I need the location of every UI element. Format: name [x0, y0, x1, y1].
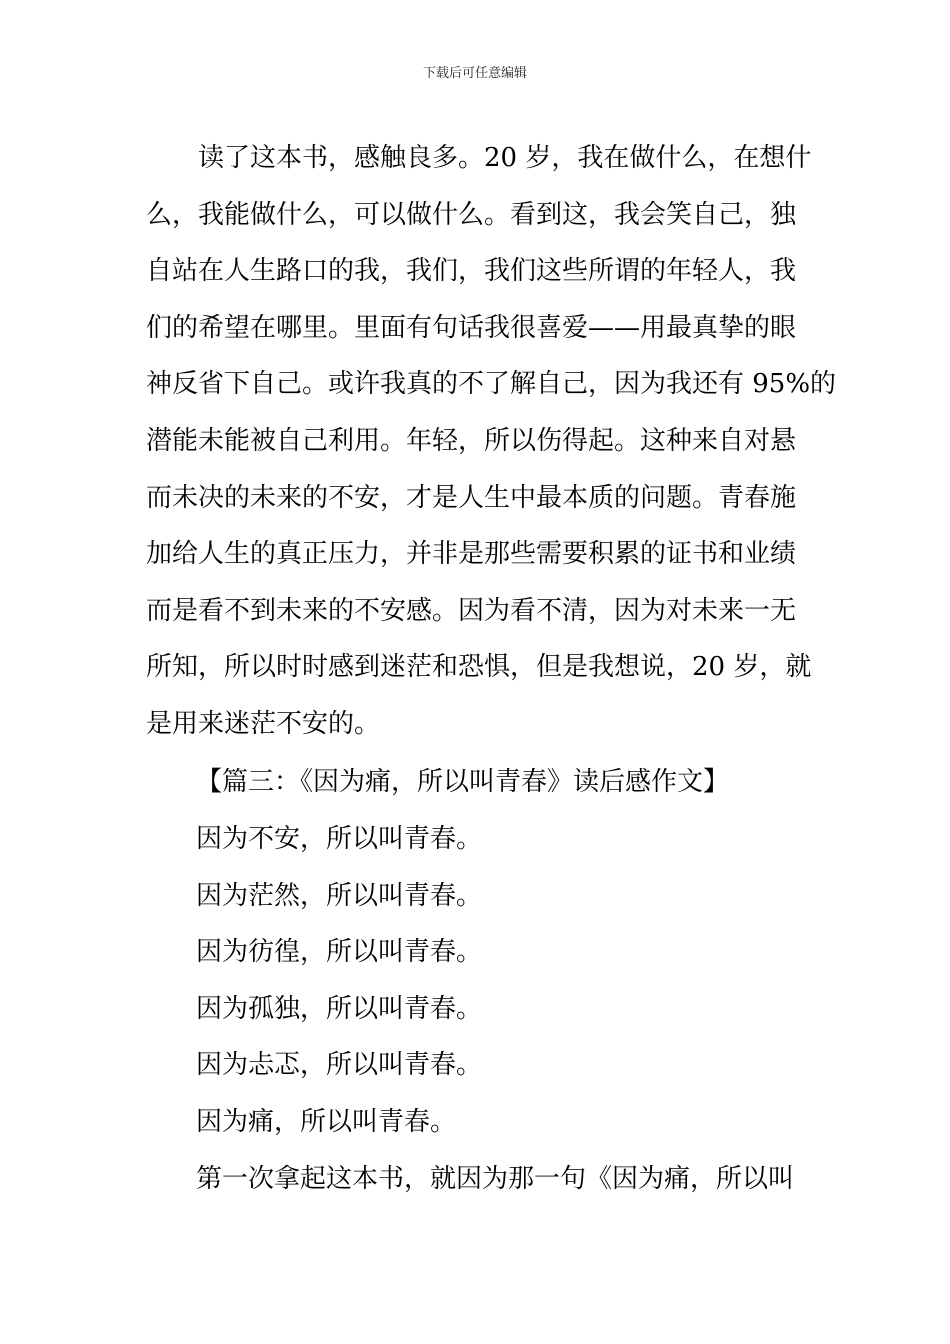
- intro-paragraph-line: 所知，所以时时感到迷茫和恐惧，但是我想说，20 岁，就: [146, 652, 812, 683]
- intro-paragraph-line: 们的希望在哪里。里面有句话我很喜爱——用最真挚的眼: [146, 312, 797, 343]
- verse-line: 因为茫然，所以叫青春。: [196, 880, 483, 911]
- verse-line: 因为不安，所以叫青春。: [196, 824, 483, 854]
- intro-paragraph-line: 么，我能做什么，可以做什么。看到这，我会笑自己，独: [146, 199, 797, 230]
- verse-line: 因为痛，所以叫青春。: [196, 1106, 457, 1137]
- intro-paragraph-line: 而是看不到未来的不安感。因为看不清，因为对未来一无: [146, 595, 797, 626]
- section-heading: 【篇三：《因为痛，所以叫青春》读后感作文】: [196, 767, 730, 797]
- intro-paragraph-line: 加给人生的真正压力，并非是那些需要积累的证书和业绩: [146, 539, 797, 570]
- closing-paragraph: 第一次拿起这本书，就因为那一句《因为痛，所以叫: [196, 1164, 795, 1194]
- verse-list: [196, 811, 482, 1151]
- intro-paragraph-line: 潜能未能被自己利用。年轻，所以伤得起。这种来自对悬: [146, 425, 797, 456]
- verse-line: 因为忐忑，所以叫青春。: [196, 1050, 483, 1081]
- intro-paragraph-line: 自站在人生路口的我，我们，我们这些所谓的年轻人，我: [146, 256, 797, 287]
- intro-paragraph-line: 而未决的未来的不安，才是人生中最本质的问题。青春施: [146, 482, 797, 513]
- intro-paragraph-line: 神反省下自己。或许我真的不了解自己，因为我还有 95%的: [146, 369, 837, 400]
- intro-paragraph: [146, 130, 837, 753]
- intro-paragraph-line: 是用来迷茫不安的。: [146, 708, 381, 739]
- intro-paragraph-line: 读了这本书，感触良多。20 岁，我在做什么，在想什: [198, 143, 812, 173]
- verse-line: 因为孤独，所以叫青春。: [196, 993, 483, 1024]
- page-header-note: 下载后可任意编辑: [422, 66, 527, 81]
- verse-line: 因为彷徨，所以叫青春。: [196, 937, 483, 968]
